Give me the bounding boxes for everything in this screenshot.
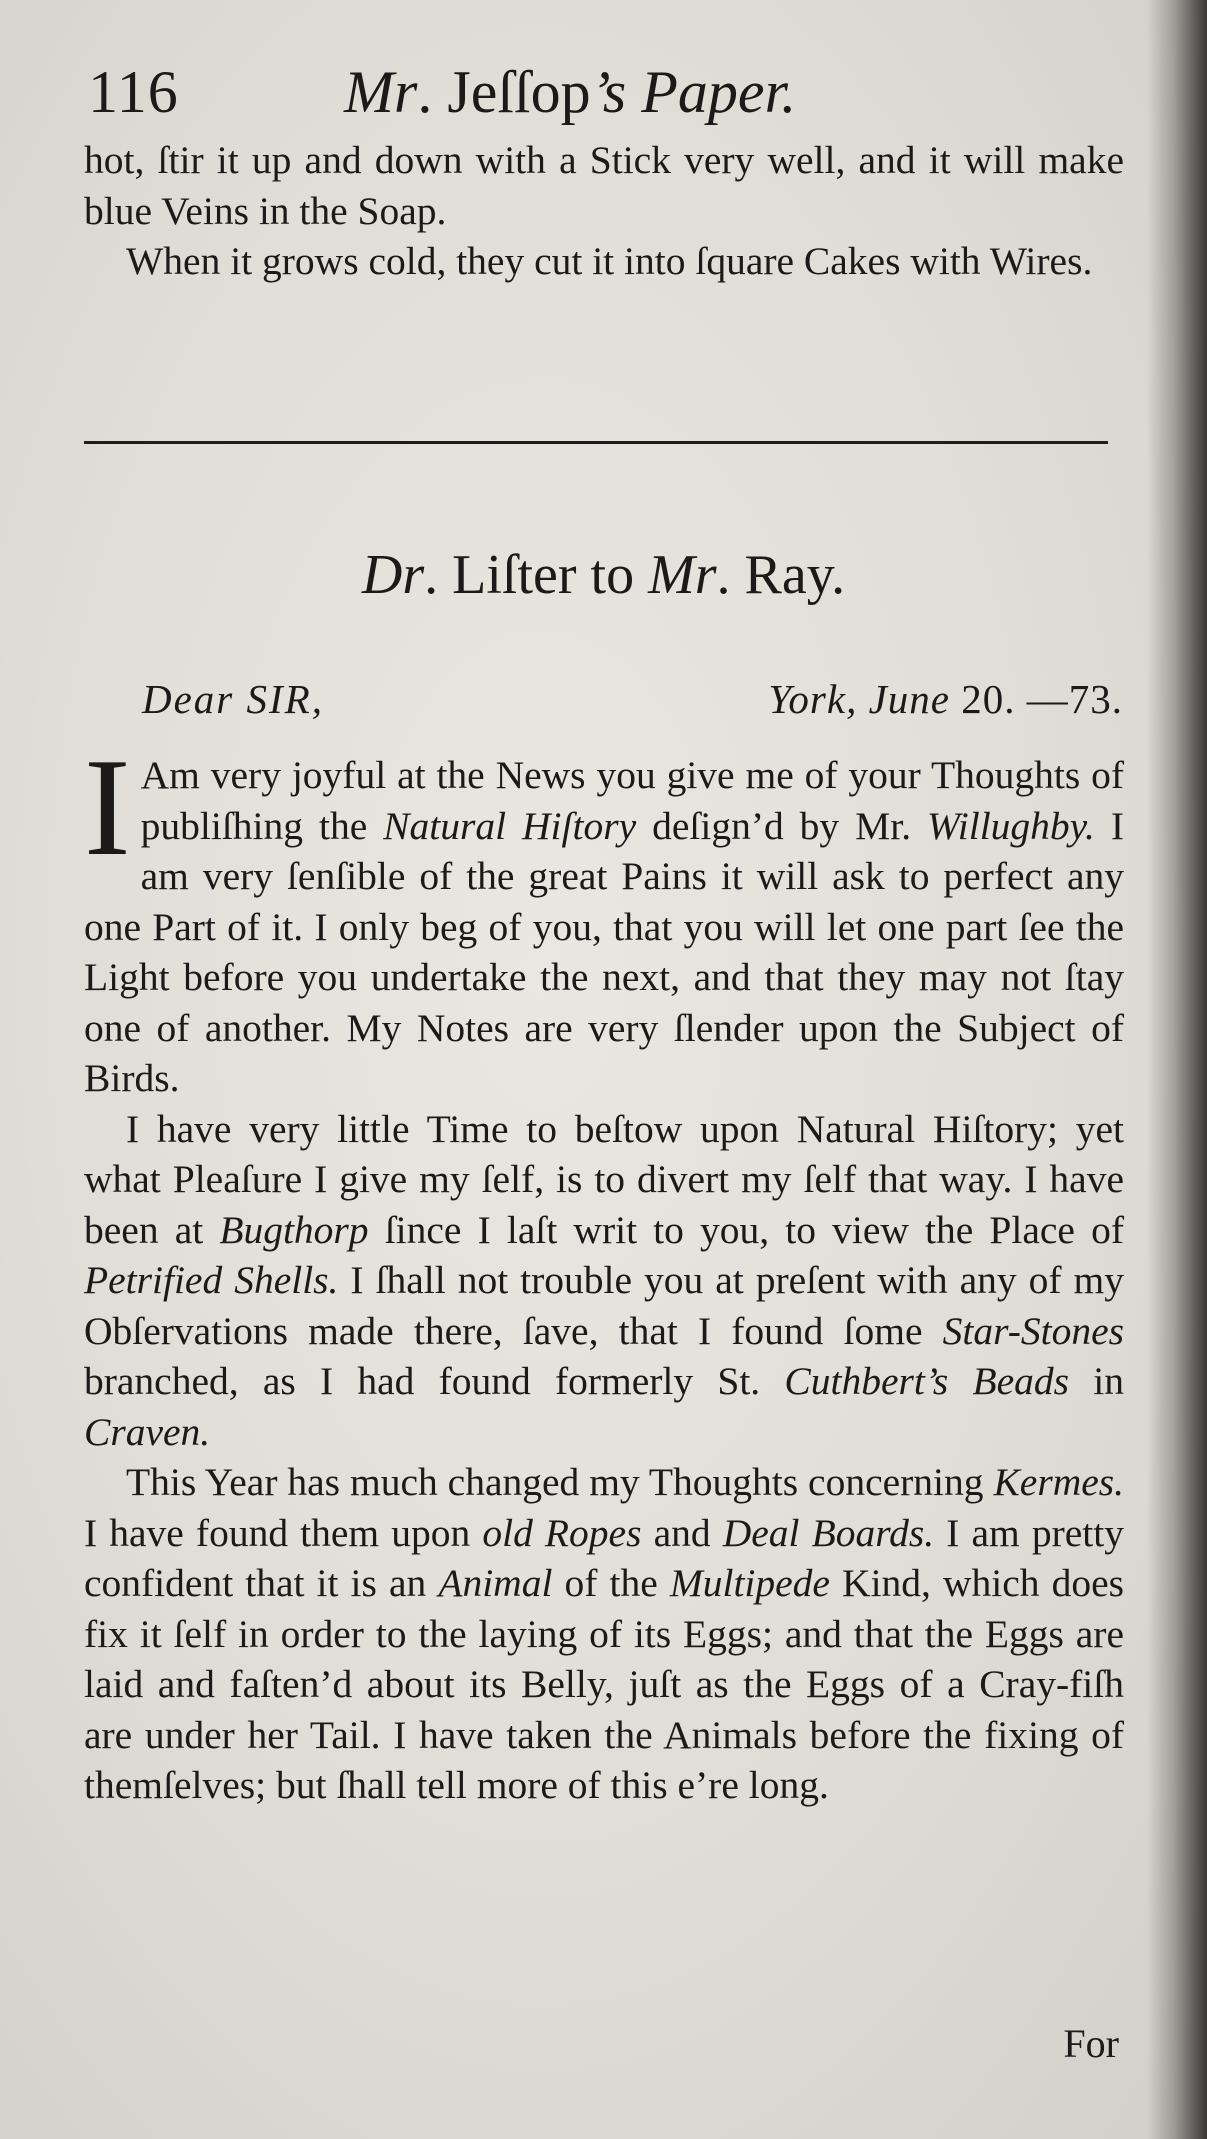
text-run: I am very ſenſible of the great Pains it will ask to perfect any one Part of it. I only beg of you, that you will let one part ſee the Light before you undertake the next, and that they may not ſtay one of another. My Notes are very ſlender upon the Subject of Birds. [84,803,1125,1100]
text-run: Craven. [84,1409,211,1454]
text-run: Deal Boards. [722,1510,935,1555]
running-title [344,58,796,127]
dateline [768,675,1123,723]
dateline-rest: 20. —73. [950,676,1123,722]
text-run: I have very little Time to beſtow upon Natural Hiſtory; yet what Pleaſure I give my ſelf, is to divert my ſelf that way. I have been at [84,1106,1124,1252]
drop-cap: I [84,730,131,885]
text-run: I ſhall not trouble you at preſent with any of my Obſervations made there, ſave, that I found ſome [84,1258,1124,1353]
text-run: Willughby. [927,803,1095,848]
letter-heading [0,540,1207,610]
text-run: I have found them upon [84,1510,483,1555]
paragraph [84,1104,1124,1458]
page-gutter-shadow [1147,0,1207,2139]
text-run: Kermes. [993,1460,1124,1504]
text-run: Cuthbert’s Beads [784,1359,1070,1403]
heading-part: . Ray. [716,544,846,606]
heading-part: Dr [361,544,425,606]
running-title-part: Mr [344,59,418,125]
paragraph [84,730,1125,1104]
text-run: This Year has much changed my Thoughts concerning [126,1460,994,1504]
text-run: old Ropes [482,1510,642,1555]
text-run: ſince I laſt writ to you, to view the Place of [368,1207,1124,1252]
text-run: Star-Stones [942,1308,1124,1353]
text-run: Multipede [669,1561,830,1605]
dateline-place: York, [768,676,858,722]
running-title-part: Jeſſop [447,59,591,125]
paragraph [84,1457,1124,1811]
text-run: branched, as I had found formerly St. [84,1359,785,1403]
text-run: Natural Hiſtory [383,803,637,848]
text-run: Am very joyful at the News you give me of your Thoughts of publiſhing the [140,753,1124,848]
page-number: 116 [88,59,179,125]
text-run: in [1069,1359,1124,1403]
text-run: Bugthorp [219,1207,369,1252]
running-title-part: . [417,59,448,125]
text-run: deſign’d by Mr. [636,803,928,848]
running-title-part: ’s [590,59,642,125]
heading-part: Mr [648,544,717,606]
text-run: I am pretty confident that it is an [84,1510,1124,1605]
letter-body [84,730,1125,1811]
continued-text [84,135,1124,287]
text-run: Petrified Shells. [84,1258,339,1302]
paragraph: When it grows cold, they cut it into ſquare Cakes with Wires. [126,239,1093,283]
running-title-part: Paper. [641,59,797,125]
heading-part: . Liſter to [424,544,649,606]
text-run: Animal [438,1561,553,1605]
catchword: For [1063,2021,1119,2066]
salutation: Dear SIR, [142,676,324,722]
paragraph: hot, ſtir it up and down with a Stick very well, and it will make blue Veins in the Soap. [84,138,1124,233]
text-run: Kind, which does fix it ſelf in order to the laying of its Eggs; and that the Eggs are laid and faſten’d about its Belly, juſt as the Eggs of a Cray-fiſh are under her Tail. I have taken the Animals before the fixing of themſelves; but ſhall tell more of this e’re long. [84,1561,1124,1807]
text-run: of the [552,1561,670,1605]
dateline-month: June [868,676,950,722]
section-divider [84,441,1108,444]
text-run: and [641,1510,723,1555]
running-header [88,58,1118,128]
